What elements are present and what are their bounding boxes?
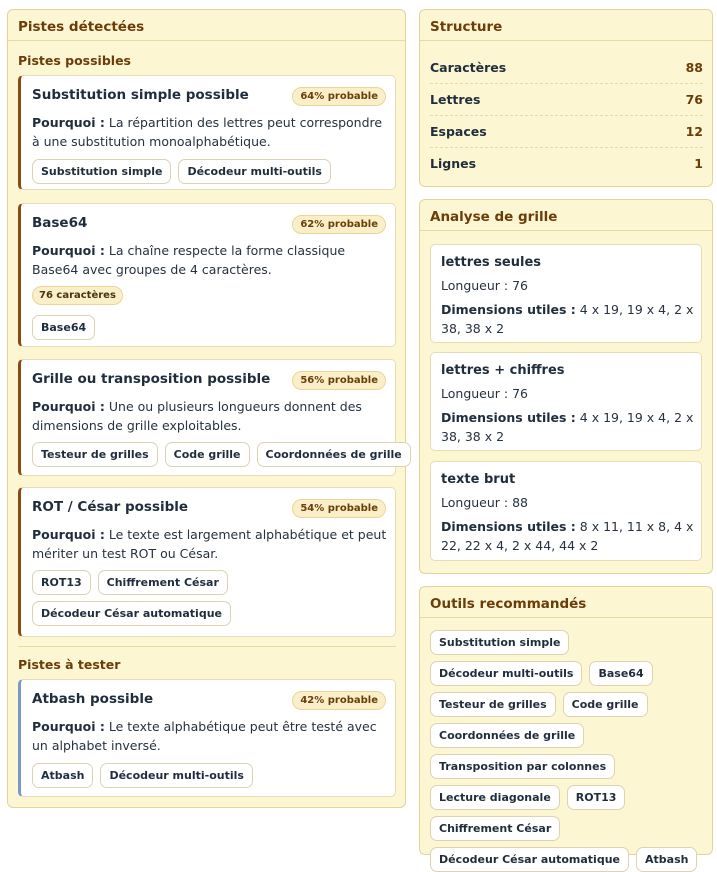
tool-chip[interactable]: Transposition par colonnes <box>430 754 615 779</box>
lead-reason <box>32 526 387 563</box>
tool-chip[interactable]: Chiffrement César <box>98 570 228 595</box>
probability-badge: 54% probable <box>292 499 386 518</box>
grid-length: Longueur : 76 <box>441 386 528 401</box>
dims-value: 4 x 19, 19 x 4, 2 x 38, 38 x 2 <box>441 410 694 444</box>
tool-chip[interactable]: Lecture diagonale <box>430 785 560 810</box>
structure-value: 76 <box>685 92 703 107</box>
tool-chip[interactable]: Substitution simple <box>430 630 569 655</box>
grid-dimensions <box>441 300 699 338</box>
grid-dimensions <box>441 408 699 446</box>
grid-length: Longueur : 88 <box>441 495 528 510</box>
why-text: Le texte est largement alphabétique et peut mériter un test ROT ou César. <box>32 527 387 561</box>
lead-title: Atbash possible <box>32 691 154 707</box>
lead-card-atbash[interactable] <box>18 679 396 797</box>
length-badge: 76 caractères <box>32 286 123 305</box>
section-title-possible: Pistes possibles <box>18 53 131 68</box>
grid-card-title: lettres seules <box>441 255 542 270</box>
section-divider <box>18 646 396 647</box>
why-text: Une ou plusieurs longueurs donnent des dimensions de grille exploitables. <box>32 399 362 433</box>
lead-card-grid[interactable] <box>18 359 402 476</box>
dims-label: Dimensions utiles : <box>441 302 576 317</box>
structure-row <box>430 52 703 84</box>
lead-title: ROT / César possible <box>32 499 189 515</box>
tool-chip[interactable]: Décodeur multi-outils <box>100 763 252 788</box>
section-title-to-test: Pistes à tester <box>18 657 121 672</box>
why-label: Pourquoi : <box>32 243 105 258</box>
grid-card-title: texte brut <box>441 472 516 487</box>
panel-title: Analyse de grille <box>420 200 712 231</box>
tool-chip[interactable]: Chiffrement César <box>430 816 560 841</box>
tool-chip[interactable]: Atbash <box>636 847 697 872</box>
why-label: Pourquoi : <box>32 527 105 542</box>
lead-reason <box>32 114 387 151</box>
tool-chip[interactable]: Testeur de grilles <box>430 692 556 717</box>
dims-value: 4 x 19, 19 x 4, 2 x 38, 38 x 2 <box>441 302 694 336</box>
structure-label: Espaces <box>430 124 487 139</box>
panel-title: Outils recommandés <box>420 587 712 618</box>
lead-reason <box>32 718 387 755</box>
tool-chip[interactable]: Coordonnées de grille <box>257 442 411 467</box>
dims-label: Dimensions utiles : <box>441 519 576 534</box>
tool-chip[interactable]: Substitution simple <box>32 159 171 184</box>
tool-chip[interactable]: Code grille <box>563 692 648 717</box>
detected-leads-panel <box>7 9 406 808</box>
probability-badge: 62% probable <box>292 215 386 234</box>
lead-card-rot[interactable] <box>18 487 396 637</box>
tool-chip[interactable]: Testeur de grilles <box>32 442 158 467</box>
grid-card-title: lettres + chiffres <box>441 363 565 378</box>
tool-chip[interactable]: Décodeur César automatique <box>32 601 231 626</box>
tool-chip-list <box>430 630 706 872</box>
why-label: Pourquoi : <box>32 719 105 734</box>
dims-value: 8 x 11, 11 x 8, 4 x 22, 22 x 4, 2 x 44, 44 x 2 <box>441 519 694 553</box>
lead-reason <box>32 398 387 435</box>
tool-chip[interactable]: Atbash <box>32 763 93 788</box>
structure-panel <box>419 9 713 187</box>
tool-chip[interactable]: ROT13 <box>567 785 626 810</box>
why-text: Le texte alphabétique peut être testé avec un alphabet inversé. <box>32 719 377 753</box>
grid-card <box>430 244 702 343</box>
structure-value: 12 <box>685 124 703 139</box>
lead-card-substitution[interactable] <box>18 75 396 190</box>
structure-value: 88 <box>685 60 703 75</box>
probability-badge: 64% probable <box>292 87 386 106</box>
dims-label: Dimensions utiles : <box>441 410 576 425</box>
tool-chip[interactable]: Base64 <box>32 315 95 340</box>
probability-badge: 56% probable <box>292 371 386 390</box>
why-text: La répartition des lettres peut correspondre à une substitution monoalphabétique. <box>32 115 383 149</box>
probability-badge: 42% probable <box>292 691 386 710</box>
tool-chip[interactable]: Base64 <box>589 661 652 686</box>
why-text: La chaîne respecte la forme classique Base64 avec groupes de 4 caractères. <box>32 243 346 277</box>
structure-row <box>430 84 703 116</box>
tool-chip[interactable]: Décodeur multi-outils <box>178 159 330 184</box>
why-label: Pourquoi : <box>32 115 105 130</box>
panel-title: Pistes détectées <box>8 10 405 41</box>
tool-chip[interactable]: ROT13 <box>32 570 91 595</box>
grid-analysis-panel <box>419 199 713 574</box>
grid-card <box>430 352 702 451</box>
structure-row <box>430 148 703 180</box>
recommended-tools-panel <box>419 586 713 866</box>
why-label: Pourquoi : <box>32 399 105 414</box>
tool-chip[interactable]: Coordonnées de grille <box>430 723 584 748</box>
structure-label: Lettres <box>430 92 481 107</box>
structure-row <box>430 116 703 148</box>
structure-value: 1 <box>694 156 703 171</box>
tool-chip[interactable]: Décodeur multi-outils <box>430 661 582 686</box>
lead-title: Grille ou transposition possible <box>32 371 271 387</box>
grid-length: Longueur : 76 <box>441 278 528 293</box>
lead-card-base64[interactable] <box>18 203 396 347</box>
structure-label: Lignes <box>430 156 477 171</box>
grid-dimensions <box>441 517 699 555</box>
structure-label: Caractères <box>430 60 507 75</box>
panel-title: Structure <box>420 10 712 41</box>
lead-reason <box>32 242 387 279</box>
lead-title: Substitution simple possible <box>32 87 249 103</box>
grid-card <box>430 461 702 561</box>
lead-title: Base64 <box>32 215 88 231</box>
tool-chip[interactable]: Décodeur César automatique <box>430 847 629 872</box>
tool-chip[interactable]: Code grille <box>165 442 250 467</box>
